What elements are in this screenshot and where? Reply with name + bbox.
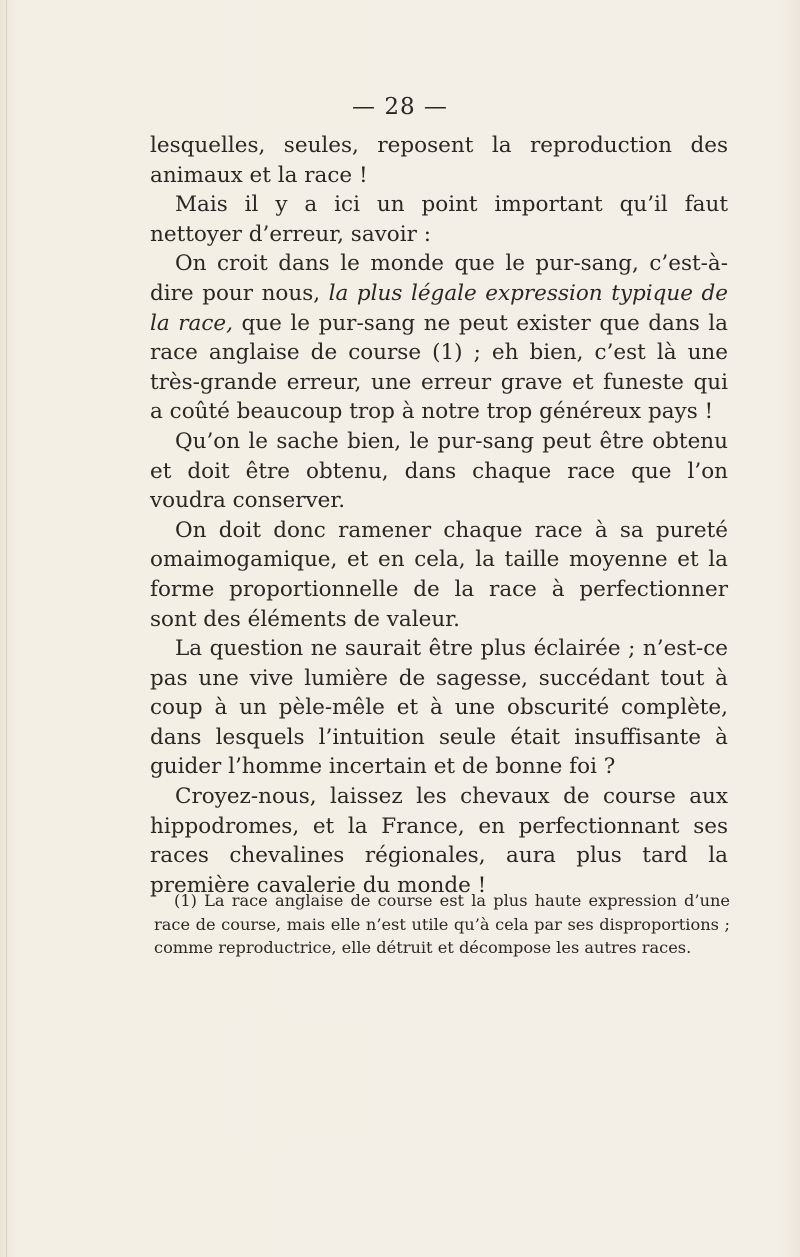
paragraph: Qu’on le sache bien, le pur-sang peut être obtenu et doit être obtenu, dans chaque race que l’on voudra conserver. [150, 428, 728, 514]
paragraph-text: On croit dans le monde que le pur-sang, c’est-à-dire pour nous, [150, 251, 728, 306]
paragraph: La question ne saurait être plus éclairée ; n’est-ce pas une vive lumière de sagesse, succédant tout à coup à un pèle-mêle et à une obscurité complète, dans lesquels l’intuition seule était insuffisante à guider l’homme incertain et de bonne foi ? [150, 636, 728, 780]
footnote: (1) La race anglaise de course est la plus haute expression d’une race de course, mais elle n’est utile qu’à cela par ses disproportions ; comme reproductrice, elle détruit et décompose les autres races. [154, 891, 730, 957]
page-edge [6, 0, 7, 1257]
paragraph-continuation: lesquelles, seules, reposent la reproduction des animaux et la race ! [150, 133, 728, 188]
paragraph: On doit donc ramener chaque race à sa pureté omaimogamique, et en cela, la taille moyenne et la forme proportionnelle de la race à perfectionner sont des éléments de valeur. [150, 517, 728, 632]
emphasized-phrase: la plus légale expression typique de la race, [150, 280, 728, 336]
body-text [150, 131, 728, 900]
paragraph-text: que le pur-sang ne peut exister que dans la race anglaise de course (1) ; eh bien, c’est là une très-grande erreur, une erreur grave et funeste qui a coûté beaucoup trop à notre trop généreux pays ! [150, 310, 728, 425]
footnotes [154, 889, 730, 960]
page-number: — 28 — [352, 94, 448, 120]
paragraph [150, 249, 728, 427]
paragraph: Croyez-nous, laissez les chevaux de course aux hippodromes, et la France, en perfectionnant ses races chevalines régionales, aura plus tard la première cavalerie du monde ! [150, 784, 728, 898]
paragraph: Mais il y a ici un point important qu’il faut nettoyer d’erreur, savoir : [150, 192, 728, 247]
